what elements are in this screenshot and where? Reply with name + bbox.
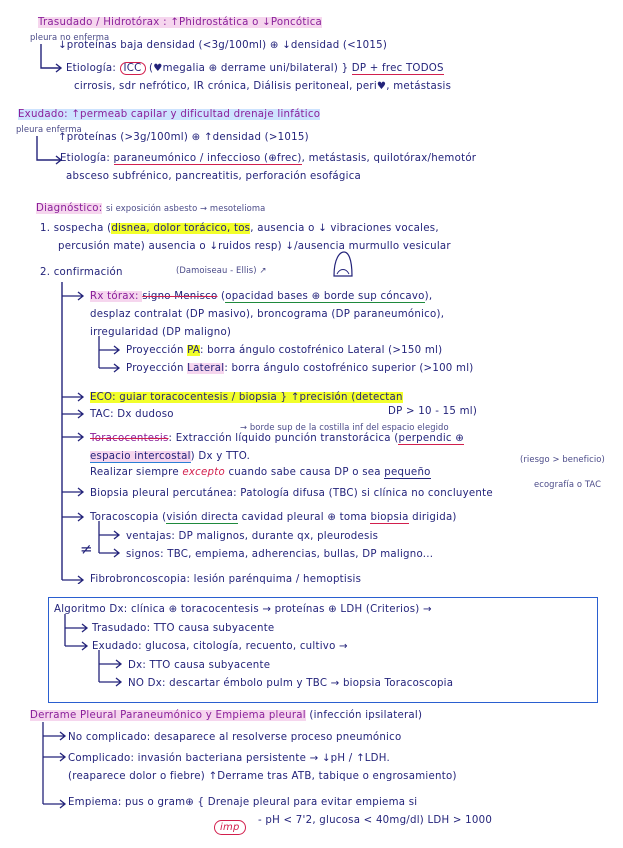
algoritmo-connector: [62, 614, 92, 654]
toracocentesis-line-2: espacio intercostal) Dx y TTO.: [90, 451, 251, 462]
sospecha-line: 1. sospecha (disnea, dolor torácico, tos, ausencia o ↓ vibraciones vocales,: [40, 223, 439, 234]
algoritmo-line-2: Trasudado: TTO causa subyacente: [92, 623, 275, 634]
toracoscopia-connector: [96, 521, 124, 561]
complicado-line-2: (reaparece dolor o fiebre) ↑Derrame tras ATB, tabique o engrosamiento): [68, 771, 457, 782]
proyeccion-lateral: Proyección Lateral: borra ángulo costofrénico superior (>100 ml): [126, 363, 474, 374]
empiema-line-2: - pH < 7'2, glucosa < 40mg/dl) LDH > 1000: [258, 815, 493, 826]
rx-torax-line: Rx tórax: signo Menisco (opacidad bases ⊕ borde sup cóncavo),: [90, 291, 433, 302]
imp-stamp: imp: [214, 820, 246, 835]
not-equal-symbol: ≠: [80, 540, 93, 558]
riesgo-note: (riesgo > beneficio): [520, 454, 605, 464]
transudado-note: pleura no enferma: [30, 32, 110, 42]
transudado-proteins: ↓proteínas baja densidad (<3g/100ml) ⊕ ↓densidad (<1015): [58, 40, 388, 51]
algoritmo-line-1: Algoritmo Dx: clínica ⊕ toracocentesis → proteínas ⊕ LDH (Criterios) →: [54, 604, 432, 615]
algoritmo-line-5: NO Dx: descartar émbolo pulm y TBC → biopsia Toracoscopia: [128, 678, 454, 689]
no-complicado-line: No complicado: desaparece al resolverse proceso pneumónico: [68, 732, 402, 743]
derrame-connector: [40, 722, 70, 812]
derrame-heading: Derrame Pleural Paraneumónico y Empiema pleural (infección ipsilateral): [30, 710, 423, 721]
exudado-etiology: Etiología: paraneumónico / infeccioso (⊕frec), metástasis, quilotórax/hemotór: [60, 153, 477, 164]
fibrobroncoscopia-line: Fibrobroncoscopia: lesión parénquima / hemoptisis: [90, 574, 362, 585]
toracocentesis-line: Toracocentesis: Extracción líquido punción transtorácica (perpendic ⊕: [90, 433, 465, 444]
tac-line: TAC: Dx dudoso: [90, 409, 174, 420]
exudado-heading: Exudado: ↑permeab capilar y dificultad drenaje linfático: [18, 109, 321, 120]
proyeccion-connector: [96, 336, 124, 376]
rx-torax-line-3: irregularidad (DP maligno): [90, 327, 232, 338]
algoritmo-line-3: Exudado: glucosa, citología, recuento, cultivo →: [92, 641, 348, 652]
riesgo-note-2: ecografía o TAC: [534, 479, 602, 489]
ventajas-line: ventajas: DP malignos, durante qx, pleurodesis: [126, 531, 379, 542]
sospecha-line-2: percusión mate) ausencia o ↓ruidos resp) ↓/ausencia murmullo vesicular: [58, 241, 451, 252]
confirmacion-connector: [58, 282, 88, 584]
icc-circled: ICC: [120, 62, 146, 75]
transudado-etiology: Etiología: ICC (♥megalia ⊕ derrame uni/bilateral) } DP + frec TODOS: [66, 63, 444, 74]
biopsia-line: Biopsia pleural percutánea: Patología difusa (TBC) si clínica no concluyente: [90, 488, 493, 499]
rx-torax-line-2: desplaz contralat (DP masivo), broncograma (DP paraneumónico),: [90, 309, 445, 320]
meniscus-sketch-icon: [330, 250, 356, 278]
proyeccion-pa: Proyección PA: borra ángulo costofrénico Lateral (>150 ml): [126, 345, 443, 356]
exudado-proteins: ↑proteínas (>3g/100ml) ⊕ ↑densidad (>1015): [58, 132, 309, 143]
damoiseau-note: (Damoiseau - Ellis) ↗: [176, 265, 267, 275]
arrow-icon: [38, 44, 64, 74]
toracocentesis-note: → borde sup de la costilla inf del espacio elegido: [240, 422, 449, 432]
exudado-note: pleura enferma: [16, 124, 82, 134]
eco-line-2: DP > 10 - 15 ml): [388, 406, 478, 417]
diagnostico-heading: Diagnóstico: si exposición asbesto → mesotelioma: [36, 203, 266, 214]
transudado-heading: Trasudado / Hidrotórax : ↑Phidrostática o ↓Poncótica: [38, 17, 323, 28]
algoritmo-line-4: Dx: TTO causa subyacente: [128, 660, 271, 671]
algoritmo-sub-connector: [96, 650, 126, 690]
toracoscopia-line: Toracoscopia (visión directa cavidad pleural ⊕ toma biopsia dirigida): [90, 512, 457, 523]
transudado-causes: cirrosis, sdr nefrótico, IR crónica, Diálisis peritoneal, peri♥, metástasis: [74, 81, 452, 92]
exudado-causes: absceso subfrénico, pancreatitis, perforación esofágica: [66, 171, 362, 182]
complicado-line: Complicado: invasión bacteriana persistente → ↓pH / ↑LDH.: [68, 753, 390, 764]
eco-line: ECO: guiar toracocentesis / biopsia } ↑precisión (detectan: [90, 392, 403, 403]
toracocentesis-line-3: Realizar siempre excepto cuando sabe causa DP o sea pequeño: [90, 467, 431, 478]
signos-line: signos: TBC, empiema, adherencias, bullas, DP maligno...: [126, 549, 434, 560]
confirmacion-heading: 2. confirmación: [40, 267, 123, 278]
empiema-line: Empiema: pus o gram⊕ { Drenaje pleural para evitar empiema si: [68, 797, 418, 808]
